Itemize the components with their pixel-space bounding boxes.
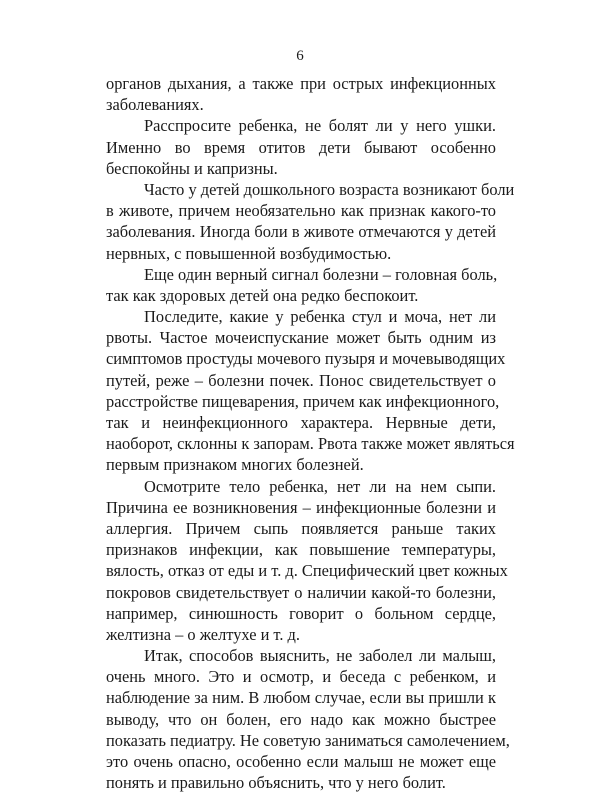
paragraph — [106, 476, 508, 646]
text-line: расстройстве пищеварения, причем как инфекционного, — [106, 391, 500, 411]
text-line: симптомов простуды мочевого пузыря и мочевыводящих — [106, 349, 506, 369]
text-line: наоборот, склонны к запорам. Рвота также может являться — [106, 434, 515, 454]
paragraph — [106, 645, 510, 793]
page-number: 6 — [296, 48, 304, 64]
text-line: Еще один верный сигнал болезни – головная боль, — [144, 264, 498, 284]
text-line: так и неинфекционного характера. Нервные дети, — [106, 413, 496, 432]
text-line: путей, реже – болезни почек. Понос свидетельствует о — [106, 370, 496, 390]
paragraph — [106, 73, 496, 115]
text-line: вялость, отказ от еды и т. д. Специфический цвет кожных — [106, 561, 508, 581]
text-line: понять и правильно объяснить, что у него болит. — [106, 773, 446, 793]
text-line: Часто у детей дошкольного возраста возникают боли — [144, 179, 515, 199]
text-line: первым признаком многих болезней. — [106, 455, 364, 475]
text-line: в животе, причем необязательно как признак какого-то — [106, 201, 496, 221]
text-line: Расспросите ребенка, не болят ли у него ушки. — [144, 116, 496, 136]
text-line: заболеваниях. — [106, 95, 204, 115]
text-line: беспокойны и капризны. — [106, 158, 278, 178]
text-line: Осмотрите тело ребенка, нет ли на нем сыпи. — [144, 476, 496, 496]
text-line: показать педиатру. Не советую заниматься самолечением, — [106, 730, 510, 750]
text-line: рвоты. Частое мочеиспускание может быть одним из — [106, 328, 496, 348]
text-line: Именно во время отитов дети бывают особенно — [106, 137, 496, 157]
text-line: покровов свидетельствует о наличии какой-то болезни, — [106, 582, 496, 602]
text-line: Итак, способов выяснить, не заболел ли малыш, — [144, 646, 496, 666]
text-line: Последите, какие у ребенка стул и моча, нет ли — [144, 307, 496, 327]
text-line: заболевания. Иногда боли в животе отмечаются у детей — [106, 222, 496, 242]
paragraph — [106, 264, 496, 306]
text-line: желтизна – о желтухе и т. д. — [106, 624, 300, 644]
text-line: наблюдение за ним. В любом случае, если вы пришли к — [106, 688, 496, 708]
text-line: нервных, с повышенной возбудимостью. — [106, 243, 392, 263]
text-line: Причина ее возникновения – инфекционные болезни и — [106, 497, 496, 517]
text-line: признаков инфекции, как повышение температуры, — [106, 540, 496, 560]
paragraph — [106, 115, 496, 179]
text-line: выводу, что он болен, его надо как можно быстрее — [106, 709, 496, 729]
paragraph — [106, 179, 515, 264]
text-line: органов дыхания, а также при острых инфекционных — [106, 74, 496, 93]
text-line: очень много. Это и осмотр, и беседа с ребенком, и — [106, 667, 496, 687]
text-line: так как здоровых детей она редко беспокоит. — [106, 285, 419, 305]
text-line: например, синюшность говорит о больном сердце, — [106, 603, 496, 623]
text-line: аллергия. Причем сыпь появляется раньше таких — [106, 518, 496, 538]
text-line: это очень опасно, особенно если малыш не может еще — [106, 752, 496, 771]
body-text — [106, 73, 515, 793]
paragraph — [106, 306, 515, 476]
